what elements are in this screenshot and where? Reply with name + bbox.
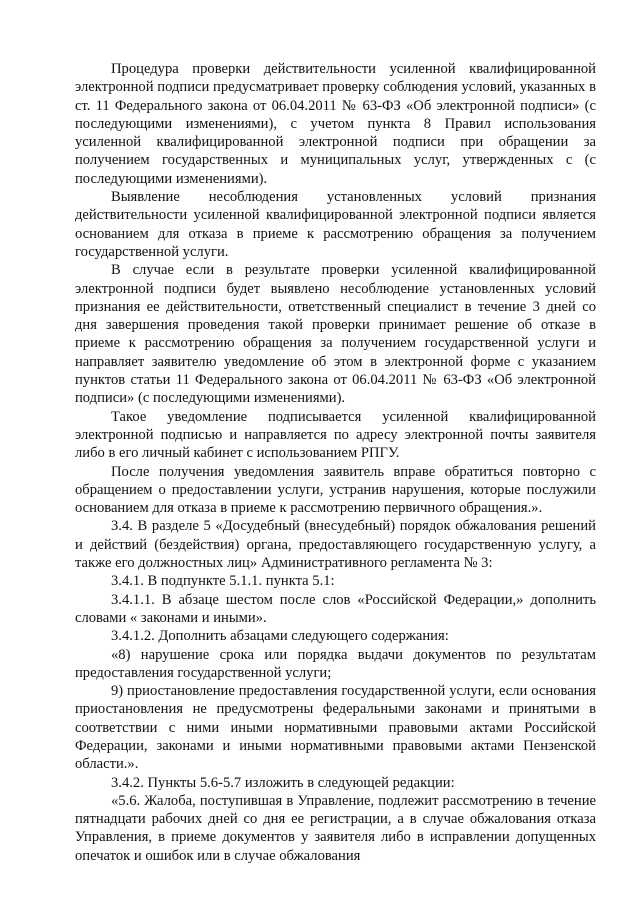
paragraph-section-3-4-1: 3.4.1. В подпункте 5.1.1. пункта 5.1: — [111, 573, 335, 590]
paragraph-section-3-4-2: 3.4.2. Пункты 5.6-5.7 изложить в следующей редакции: — [111, 774, 455, 791]
document-page — [75, 60, 596, 865]
paragraph-section-3-4: 3.4. В разделе 5 «Досудебный (внесудебный) порядок обжалования решений и действий (бездействия) органа, предоставляющего государственную услугу, а также его должностных лиц» Административного регламента № 3: — [75, 518, 596, 572]
paragraph-section-3-4-1-1: 3.4.1.1. В абзаце шестом после слов «Российской Федерации,» дополнить словами « законами и иными». — [75, 591, 596, 626]
paragraph-notification-signing: Такое уведомление подписывается усиленной квалифицированной электронной подписью и направляется по адресу электронной почты заявителя либо в его личный кабинет с использованием РПГУ. — [75, 408, 596, 462]
paragraph-section-5-6: «5.6. Жалоба, поступившая в Управление, подлежит рассмотрению в течение пятнадцати рабочих дней со дня ее регистрации, а в случае обжалования отказа Управления, в приеме документов у заявителя либо в исправлении допущенных опечаток и ошибок или в случае обжалования — [75, 792, 596, 864]
paragraph-refusal-decision: В случае если в результате проверки усиленной квалифицированной электронной подписи будет выявлено несоблюдение установленных условий признания ее действительности, ответственный специалист в течение 3 дней со дня завершения проведения такой проверки принимает решение об отказе в приеме к рассмотрению обращения за получением государственной услуги и направляет заявителю уведомление об этом в электронной форме с указанием пунктов статьи 11 Федерального закона от 06.04.2011 № 63-ФЗ «Об электронной подписи» (с последующими изменениями). — [75, 262, 596, 407]
paragraph-signature-check-procedure: Процедура проверки действительности усиленной квалифицированной электронной подписи предусматривает проверку соблюдения условий, указанных в ст. 11 Федерального закона от 06.04.2011 № 63-ФЗ «Об электронной подписи» (с последующими изменениями), с учетом пункта 8 Правил использования усиленной квалифицированной электронной подписи при обращении за получением государственных и муниципальных услуг, утвержденных с (с последующими изменениями). — [75, 61, 596, 187]
paragraph-item-9: 9) приостановление предоставления государственной услуги, если основания приостановления не предусмотрены федеральными законами и принятыми в соответствии с ними иными нормативными правовыми актами Российской Федерации, законами и иными нормативными правовыми актами Пензенской области.». — [75, 683, 596, 773]
paragraph-repeat-application: После получения уведомления заявитель вправе обратиться повторно с обращением о предоставлении услуги, устранив нарушения, которые послужили основанием для отказа в приеме к рассмотрению первичного обращения.». — [75, 463, 596, 517]
paragraph-noncompliance-grounds: Выявление несоблюдения установленных условий признания действительности усиленной квалифицированной электронной подписи является основанием для отказа в приеме к рассмотрению обращения за получением государственной услуги. — [75, 189, 596, 260]
paragraph-section-3-4-1-2: 3.4.1.2. Дополнить абзацами следующего содержания: — [111, 628, 449, 645]
paragraph-item-8: «8) нарушение срока или порядка выдачи документов по результатам предоставления государственной услуги; — [75, 646, 596, 681]
